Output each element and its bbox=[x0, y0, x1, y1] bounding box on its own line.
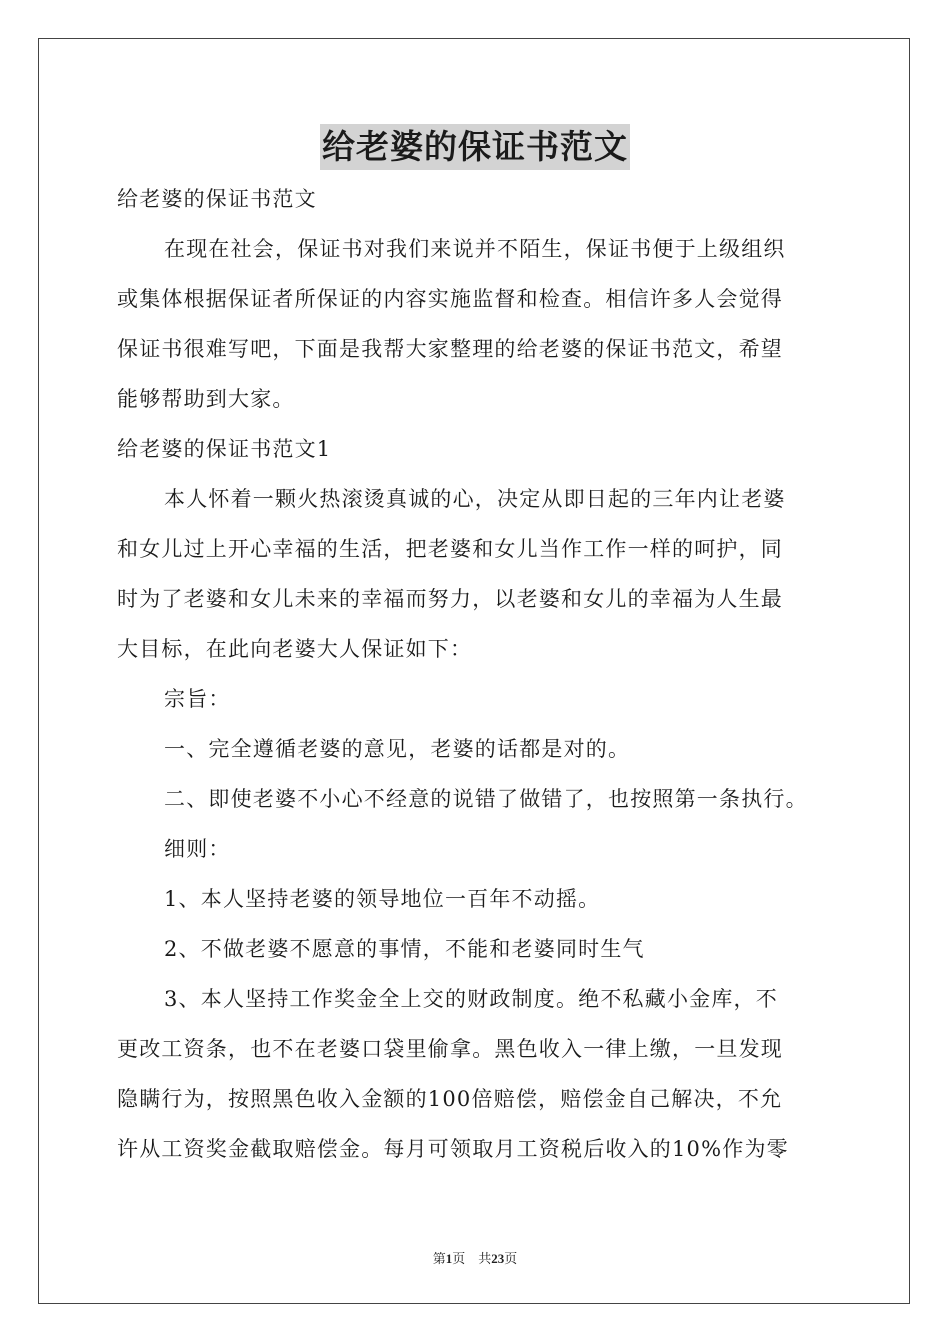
paragraph-line: 隐瞒行为，按照黑色收入金额的100倍赔偿，赔偿金自己解决，不允 bbox=[117, 1087, 783, 1111]
paragraph-line: 或集体根据保证者所保证的内容实施监督和检查。相信许多人会觉得 bbox=[117, 287, 783, 311]
paragraph-line: 本人怀着一颗火热滚烫真诚的心，决定从即日起的三年内让老婆 bbox=[164, 487, 786, 511]
section-heading: 给老婆的保证书范文1 bbox=[117, 437, 332, 461]
footer-page-current: 1 bbox=[445, 1251, 453, 1266]
document-title: 给老婆的保证书范文 bbox=[320, 124, 630, 170]
footer-suffix: 页 bbox=[504, 1251, 518, 1266]
footer-prefix: 第 bbox=[432, 1251, 446, 1266]
page-footer bbox=[0, 1248, 950, 1267]
list-item: 3、本人坚持工作奖金全上交的财政制度。绝不私藏小金库，不 bbox=[164, 987, 778, 1011]
paragraph-line: 许从工资奖金截取赔偿金。每月可领取月工资税后收入的10%作为零 bbox=[117, 1137, 789, 1161]
paragraph-line: 更改工资条，也不在老婆口袋里偷拿。黑色收入一律上缴，一旦发现 bbox=[117, 1037, 783, 1061]
paragraph-line: 时为了老婆和女儿未来的幸福而努力，以老婆和女儿的幸福为人生最 bbox=[117, 587, 783, 611]
paragraph-line: 在现在社会，保证书对我们来说并不陌生，保证书便于上级组织 bbox=[164, 237, 786, 261]
page-border bbox=[38, 38, 910, 1304]
list-item: 二、即使老婆不小心不经意的说错了做错了，也按照第一条执行。 bbox=[164, 787, 808, 811]
paragraph-line: 和女儿过上开心幸福的生活，把老婆和女儿当作工作一样的呵护，同 bbox=[117, 537, 783, 561]
subheading: 细则： bbox=[164, 837, 231, 861]
paragraph-line: 大目标，在此向老婆大人保证如下： bbox=[117, 637, 473, 661]
list-item: 一、完全遵循老婆的意见，老婆的话都是对的。 bbox=[164, 737, 631, 761]
paragraph-line: 保证书很难写吧，下面是我帮大家整理的给老婆的保证书范文，希望 bbox=[117, 337, 783, 361]
footer-mid: 页 共 bbox=[452, 1251, 492, 1266]
list-item: 2、不做老婆不愿意的事情，不能和老婆同时生气 bbox=[164, 937, 645, 961]
list-item: 1、本人坚持老婆的领导地位一百年不动摇。 bbox=[164, 887, 601, 911]
paragraph-line: 能够帮助到大家。 bbox=[117, 387, 295, 411]
subheading: 宗旨： bbox=[164, 687, 231, 711]
section-heading: 给老婆的保证书范文 bbox=[117, 187, 317, 211]
footer-page-total: 23 bbox=[491, 1251, 505, 1266]
title-container bbox=[0, 124, 950, 170]
